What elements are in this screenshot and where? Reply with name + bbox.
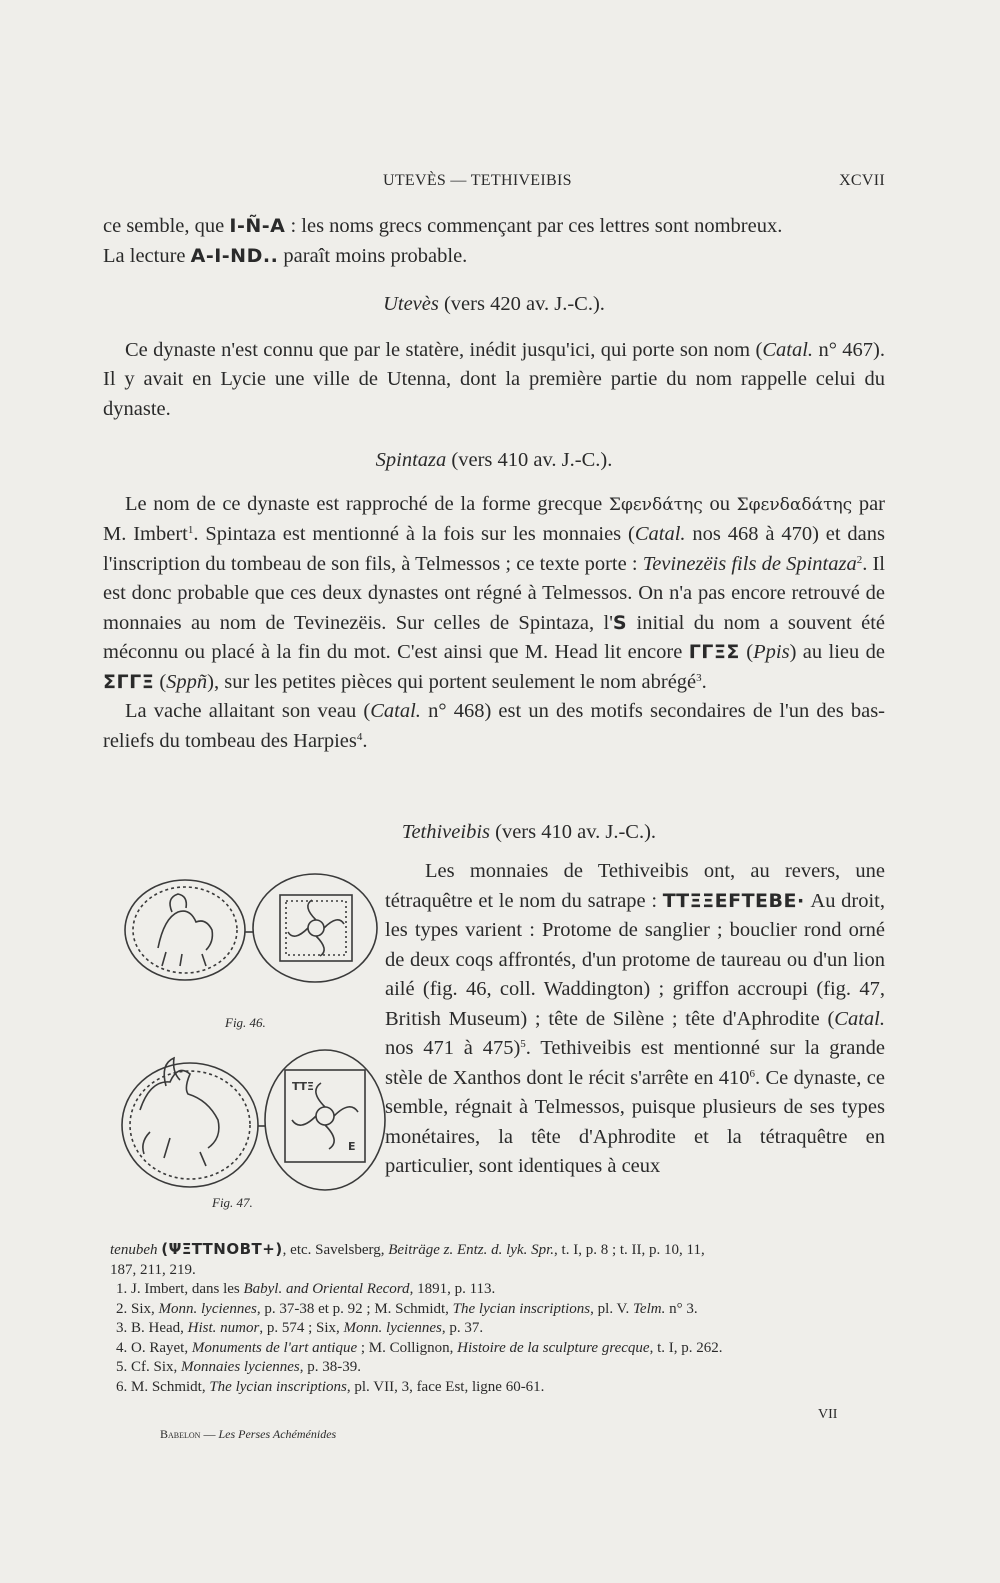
footnote-3: 3. B. Head, Hist. numor, p. 574 ; Six, Monn. lyciennes, p. 37. [116, 1320, 484, 1336]
section-heading: Tethiveibis (vers 410 av. J.-C.). [401, 821, 657, 843]
footnote-6: 6. M. Schmidt, The lycian inscriptions, pl. VII, 3, face Est, ligne 60-61. [116, 1378, 545, 1395]
coin-reverse-46 [253, 874, 377, 982]
footnotes: tenubeh (ΨΞΤΤΝΟΒΤ+), etc. Savelsberg, Beiträge z. Entz. d. lyk. Spr., t. I, p. 8 ; t. II, p. 10, 11, 187, 211, 219. 1. J. Imbert, dans les Babyl. and Oriental Record, 1891, p. 113. 2. Six, Monn. lyciennes, p. 37-38 et p. 92 ; M. Schmidt, The lycian inscriptions, pl. V. Telm. n° 3. 3. B. Head, Hist. numor, p. 574 ; Six, Monn. lyciennes, p. 37. 4. O. Rayet, Monuments de l'art antique ; M. Collignon, Histoire de la sculpture grecque, t. I, p. 262. 5. Cf. Six, Monnaies lyciennes, p. 38-39. 6. M. Schmidt, The lycian inscriptions, pl. VII, 3, face Est, ligne 60-61. [110, 1240, 890, 1397]
footnote-ref: 4 [356, 730, 363, 743]
section-uteves [103, 290, 885, 424]
lycian-letters: ΓΓΞΣ [688, 641, 740, 663]
coin-drawings [110, 870, 390, 1215]
section-heading: Utevès (vers 420 av. J.-C.). [383, 293, 605, 315]
printer-signature: Babelon — Les Perses Achéménides [160, 1427, 337, 1441]
footnote-ref: 1 [187, 524, 194, 536]
figure-caption-47: Fig. 47. [212, 1195, 253, 1210]
paragraph: Le nom de ce dynaste est rapproché de la forme grecque Σφενδάτης ou Σφενδαδάτης par M. Imbert$^1$. Spintaza est mentionné à la fois sur les monnaies (Catal. nos 468 à 470) et dans l'inscription du tombeau de son fils, à Telmessos ; ce texte porte : Tevinezëis fils de Spintaza$^2$. Il est donc probable que ces deux dynastes ont régné à Telmessos. On n'a pas encore retrouvé de monnaies au nom de Tevinezëis. Sur celles de Spintaza, l'S initial du nom a souvent été méconnu ou placé à la fin du mot. C'est ainsi que M. Head lit encore ΓΓΞΣ (Ppis) au lieu de ΣΓΓΞ (Sppñ), sur les petites pièces qui portent seulement le nom abrégé$^3$. [103, 492, 886, 693]
footnote-2: 2. Six, Monn. lyciennes, p. 37-38 et p. 92 ; M. Schmidt, The lycian inscriptions, pl. V. Telm. n° 3. [116, 1300, 698, 1317]
section-tethiveibis [103, 818, 885, 848]
footnote-ref: 5 [520, 1038, 526, 1050]
page-number: XCVII [839, 172, 885, 189]
running-title: UTEVÈS — TETHIVEIBIS [383, 172, 572, 189]
svg-text:Ε: Ε [348, 1140, 356, 1153]
lycian-letters: ΣΓΓΞ [103, 670, 155, 693]
coin-obverse-46 [125, 880, 245, 980]
tethiveibis-paragraph: Les monnaies de Tethiveibis ont, au revers, une tétraquêtre et le nom du satrape : TΤΞΞΕFΤΕΒΕ· Au droit, les types varient : Protome de sanglier ; bouclier rond orné de deux coqs affrontés, d'un protome de taureau ou d'un lion ailé (fig. 46, coll. Waddington) ; griffon accroupi (fig. 47, British Museum) ; tête de Silène ; tête d'Aphrodite (Catal. nos 471 à 475)$^5$. Tethiveibis est mentionné sur la grande stèle de Xanthos dont le récit s'arrête en $410^6$. Ce dynaste, ce semble, régnait à Telmessos, puisque plusieurs de ses types monétaires, la tête d'Aphrodite et la tétraquêtre en particulier, sont identiques à ceux [385, 860, 886, 1177]
section-heading: Spintaza (vers 410 av. J.-C.). [375, 449, 613, 471]
paragraph: Ce dynaste n'est connu que par le statère, inédit jusqu'ici, qui porte son nom (Catal. n° 467). Il y avait en Lycie une ville de Utenna, dont la première partie du nom rappelle celui du dynaste. [103, 338, 885, 420]
footnote-ref: 6 [749, 1067, 755, 1080]
lycian-letters: I-Ñ-A [229, 215, 286, 237]
lycian-letters: TΤΞΞΕFΤΕΒΕ· [662, 889, 805, 912]
footnote-5: 5. Cf. Six, Monnaies lyciennes, p. 38-39. [116, 1359, 361, 1375]
coin-reverse-47 [265, 1050, 385, 1190]
footnote-continuation: tenubeh (ΨΞΤΤΝΟΒΤ+), etc. Savelsberg, Beiträge z. Entz. d. lyk. Spr., t. I, p. 8 ; t. II, p. 10, 11, [110, 1240, 705, 1258]
svg-text:ΤΤΞ: ΤΤΞ [292, 1080, 314, 1093]
sheet-signature: VII [818, 1407, 838, 1422]
intro-paragraph: ce semble, que I-Ñ-A : les noms grecs commençant par ces lettres sont nombreux. La lecture A-I-ND.. paraît moins probable. [103, 215, 783, 267]
paragraph: La vache allaitant son veau (Catal. n° 468) est un des motifs secondaires de l'un des bas-reliefs du tombeau des Harpies$^4$. [103, 700, 886, 752]
footnote-4: 4. O. Rayet, Monuments de l'art antique ; M. Collignon, Histoire de la sculpture grecque, t. I, p. 262. [116, 1339, 723, 1356]
footnote-1: 1. J. Imbert, dans les Babyl. and Oriental Record, 1891, p. 113. [116, 1281, 496, 1297]
lycian-letters: A-I-ND.. [190, 244, 279, 267]
figures [110, 870, 390, 1215]
footnote-ref: 2 [856, 553, 863, 566]
coin-obverse-47 [122, 1063, 258, 1187]
figure-caption-46: Fig. 46. [225, 1015, 266, 1030]
footnote-ref: 3 [696, 671, 702, 684]
section-spintaza [103, 446, 885, 756]
